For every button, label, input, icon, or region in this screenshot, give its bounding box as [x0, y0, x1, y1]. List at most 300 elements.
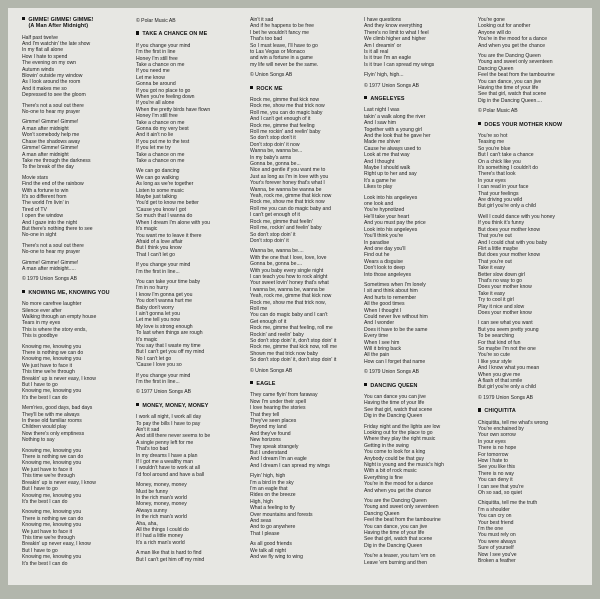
lyric-line: Take it easy: [478, 290, 505, 297]
lyric-line: And I dream I'm an eagle: [250, 456, 307, 463]
song-title: [22, 17, 125, 30]
lyric-line: Mem'ries, good days, bad days: [22, 405, 93, 412]
lyric-line: Money, money, money: [136, 501, 187, 508]
lyric-line: Now I'm under their spell: [250, 398, 306, 405]
lyric-line: It's the best I can do: [22, 498, 68, 505]
lyric-line: In the rich man's world: [136, 495, 187, 502]
lyric-line: Look into his angeleyes: [364, 226, 418, 233]
lyric-line: Find out he: [364, 252, 390, 259]
lyric-line: You say that I waste my time: [136, 343, 201, 349]
lyric-line: You don't wanna hurt me: [136, 298, 193, 305]
lyric-line: to Las Vegas or Monaco: [250, 49, 305, 56]
stanza: [478, 500, 581, 564]
lyric-line: They'll be with me always: [22, 411, 80, 418]
lyric-line: You come to look for a king: [364, 449, 426, 456]
stanza: [364, 17, 467, 68]
lyric-line: Blowin' outside my window: [22, 73, 83, 80]
stanza: [22, 509, 125, 567]
lyric-line: There's no limit to what I feel: [364, 29, 429, 36]
lyric-line: As long as we're together: [136, 181, 194, 188]
lyric-line: I work all night, I work all day: [136, 414, 202, 421]
lyric-line: A man after midnight.....: [22, 266, 76, 273]
lyric-line: I know I'm gonna get you: [136, 291, 193, 298]
lyric-line: There is no hope: [478, 445, 517, 452]
lyric-line: So don't stop don't it: [250, 135, 296, 142]
lyric-line: Rock me, gimme that kick now: [250, 96, 320, 103]
lyric-line: Take it easy: [478, 265, 505, 272]
lyric-line: Rock me, gimme that feeling, roll me: [250, 325, 333, 332]
lyric-line: When you're feeling down: [136, 93, 195, 100]
lyric-line: Cause he always used to: [364, 145, 421, 152]
lyric-line: my life will never be the same.: [250, 61, 319, 68]
lyric-line: Will it bring back: [364, 346, 402, 352]
stanza: [250, 392, 353, 469]
lyric-line: Chiquitita, tell me the truth: [478, 500, 538, 507]
lyric-line: I can see that you're: [478, 483, 524, 490]
lyric-line: Look into his angeleyes: [364, 194, 418, 201]
lyric-line: And to go anywhere: [250, 524, 296, 531]
lyric-line: To pay the bills I have to pay: [136, 420, 201, 427]
lyric-line: I love hearing the stories: [250, 405, 306, 412]
lyric-line: We can go walking: [136, 174, 179, 181]
lyric-line: But there's nothing there to see: [22, 225, 93, 232]
lyric-line: And still there never seems to be: [136, 433, 211, 440]
stanza: [478, 320, 581, 390]
song-title-line: [478, 122, 581, 128]
lyric-line: Every time: [364, 333, 389, 340]
song-title-text: ANGELEYES: [370, 96, 405, 103]
bullet-square-icon: [250, 381, 253, 384]
lyric-line: Autumn winds: [22, 66, 54, 73]
lyric-line: Roll me rockin' and reelin' baby: [250, 129, 321, 135]
song-title-line: [250, 381, 353, 387]
lyric-line: How I hate to spend: [22, 53, 68, 60]
copyright-line: © 1979 Union Songs AB: [22, 276, 78, 283]
lyric-line: For tomorrow: [478, 451, 509, 458]
lyric-line: A man like that is hard to find: [136, 550, 202, 557]
lyric-line: I have questions: [364, 17, 402, 23]
lyric-line: Breakin' up is never easy, I know: [22, 375, 96, 382]
lyric-line: No I can't let go: [136, 355, 172, 362]
lyric-line: If you change your mind: [136, 262, 191, 269]
lyric-line: Look at me that way: [364, 152, 410, 159]
lyric-line: You can dance you can jive: [364, 393, 426, 400]
lyric-line: And when you get the chance: [364, 487, 432, 494]
song-title-text: TAKE A CHANCE ON ME: [142, 31, 208, 38]
lyric-line: If you're all alone: [136, 100, 175, 107]
stanza: [22, 175, 125, 239]
lyric-line: Play it nice and slow: [478, 303, 525, 310]
lyric-line: A flash of that smile: [478, 378, 523, 385]
lyric-line: No-one to hear my prayer: [22, 109, 81, 116]
lyric-line: If you put me to the test: [136, 138, 190, 145]
lyric-line: They speak strangely: [250, 443, 299, 450]
lyric-line: And I saw him: [364, 120, 396, 127]
lyric-line: Feel the beat from the tambourine: [478, 72, 555, 79]
lyric-line: A man after midnight: [22, 151, 69, 158]
lyric-line: To last when things are rough: [136, 330, 203, 337]
lyric-line: Tears in my eyes: [22, 320, 61, 327]
song-title-line: [250, 86, 353, 92]
lyric-line: Don't stop doin' it now: [250, 141, 300, 148]
lyric-line: Dig in the Dancing Queen: [364, 413, 423, 420]
lyric-line: Take a chance on me: [136, 119, 185, 126]
bullet-square-icon: [478, 122, 481, 125]
lyric-line: See that girl, watch that scene: [478, 91, 547, 98]
lyric-line: How can I forget that name: [364, 358, 426, 365]
lyric-line: Gonna do my very best: [136, 126, 189, 132]
lyric-line: Knowing me, knowing you: [22, 343, 82, 350]
lyric-line: Flyin' high, high: [250, 473, 286, 480]
lyric-line: Half past twelve: [22, 34, 58, 41]
song-title-text: EAGLE: [256, 381, 276, 388]
lyric-line: Roll me, rockin' and feelin' baby: [250, 225, 322, 232]
lyric-line: High, high: [250, 498, 273, 505]
stanza: [22, 243, 125, 256]
lyric-line: I can read in your face: [478, 184, 529, 191]
lyric-line: With the one that I love, love, love: [250, 254, 327, 261]
lyric-line: Take me through the darkness: [22, 157, 91, 164]
stanza: [136, 414, 239, 478]
lyric-line: My love is strong enough: [136, 323, 193, 330]
lyric-line: But I can't get him off my mind: [136, 556, 205, 563]
lyric-line: So don't stop doin' it, don't stop doin' it: [250, 357, 337, 364]
lyric-line: Having the time of your life: [364, 530, 425, 537]
lyric-line: Getting in the swing: [364, 442, 409, 449]
lyric-line: Dancing Queen: [364, 510, 400, 517]
lyric-line: You must rely on: [478, 532, 516, 539]
song-title-line: [22, 290, 125, 296]
lyric-line: When the pretty birds have flown: [136, 106, 211, 113]
lyric-line: And they've found: [250, 430, 291, 437]
lyric-line: Young and sweet only seventeen: [364, 504, 439, 511]
stanza: [22, 119, 125, 170]
lyric-line: Afraid of a love affair: [136, 238, 183, 245]
lyric-line: Flirt a little maybe: [478, 245, 518, 252]
song-title: [478, 122, 581, 128]
lyric-line: 'Cause I love you so: [136, 362, 182, 369]
lyric-line: Now there's only emptiness: [22, 430, 85, 437]
lyric-line: There's not a soul out there: [22, 102, 84, 109]
lyric-line: With a bit of rock music: [364, 468, 417, 475]
stanza: [136, 482, 239, 546]
lyric-line: When you give me: [478, 371, 521, 378]
lyric-line: You are the Dancing Queen: [364, 498, 427, 505]
lyric-line: I'm the first in line...: [136, 268, 180, 275]
lyric-line: You can dance, you can jive: [364, 523, 428, 530]
lyric-line: Anybody could be that guy: [364, 455, 425, 462]
lyric-line: Feel the beat from the tambourine: [364, 517, 441, 524]
lyric-line: And it ain't no lie: [136, 132, 174, 139]
lyric-line: Rock me, show me that trick now,: [250, 299, 326, 306]
stanza: [136, 262, 239, 275]
lyric-line: Let me tell you now: [136, 317, 180, 324]
lyric-line: You're in the mood for a dance: [364, 481, 434, 488]
stanza: [250, 97, 353, 244]
lyric-line: Oh so sad, so quiet: [478, 490, 522, 497]
lyric-line: We climb higher and higher: [364, 36, 426, 43]
lyric-line: Gonna be around: [136, 81, 176, 88]
lyric-line: Rock me, show me that trick now: [250, 103, 325, 110]
lyric-line: That you're out: [478, 233, 512, 240]
lyric-line: The evening on my own: [22, 60, 77, 67]
lyric-line: If I had a little money: [136, 533, 184, 540]
lyric-line: He'll take your heart: [364, 213, 410, 220]
lyric-line: You're in the mood for a dance: [478, 36, 548, 43]
lyric-line: But girl you're only a child: [478, 384, 536, 391]
lyric-line: We just have to face it: [22, 466, 73, 473]
copyright-line: © Polar Music AB: [478, 108, 518, 115]
lyric-line: See that girl, watch that scene: [364, 536, 433, 543]
lyric-line: Ain't it sad: [250, 17, 274, 23]
lyric-line: Flyin' high, high...: [364, 72, 404, 79]
lyric-line: Knowing me, knowing you: [22, 554, 82, 561]
stanza: [478, 420, 581, 497]
lyric-line: So don't stop doin' it: [250, 231, 296, 238]
lyric-line: Into those angeleyes: [364, 271, 412, 278]
lyric-line: Broken a feather: [478, 558, 516, 565]
song-title: [136, 31, 239, 37]
lyric-line: All the good times: [364, 301, 405, 308]
lyric-line: Rock me, show me that trick now: [250, 199, 325, 206]
lyric-line: A single penny left for me: [136, 439, 194, 446]
stanza: [22, 405, 125, 443]
lyric-line: But I can't take a chance: [478, 152, 534, 159]
lyric-line: Dig in the Dancing Queen....: [478, 97, 542, 104]
lyric-line: Your own sorrow: [478, 432, 516, 439]
stanza: [364, 394, 467, 420]
stanza: [22, 301, 125, 339]
lyric-line: In paradise: [364, 239, 390, 246]
lyric-line: Does your mother know: [478, 309, 532, 316]
lyric-line: I'm in no hurry: [136, 285, 169, 292]
lyric-line: It's the best I can do: [22, 394, 68, 401]
lyric-line: Won't somebody help me: [22, 132, 80, 139]
lyric-line: Children would play: [22, 424, 67, 431]
lyric-line: And the look that he gave her: [364, 133, 431, 139]
lyric-line: I'd fool around and have a ball: [136, 471, 205, 478]
song-title-line: [478, 408, 581, 414]
lyrics-page: [8, 8, 592, 585]
lyric-line: Knowing me, knowing you: [22, 522, 82, 529]
lyric-line: How I hate to: [478, 458, 509, 464]
lyric-line: Made me shiver: [364, 139, 401, 146]
lyric-line: Sometimes when I'm lonely: [364, 281, 426, 288]
stanza: [364, 282, 467, 365]
lyric-line: There is nothing we can do: [22, 515, 84, 522]
lyric-line: And I could chat with you baby: [478, 239, 548, 246]
lyric-line: With a fortune to win: [22, 187, 69, 194]
lyric-line: I like your style: [478, 358, 512, 365]
lyric-line: And when you get the chance: [478, 42, 546, 49]
lyric-line: There's that look: [478, 171, 516, 178]
lyric-line: And if he happens to be free: [250, 23, 315, 30]
lyric-line: I'm the first in line: [136, 49, 176, 56]
lyric-line: Find the end of the rainbow: [22, 181, 84, 188]
lyric-line: Well I could dance with you honey: [478, 213, 555, 220]
lyrics-column-4: [364, 17, 467, 571]
lyric-line: Is it true I'm an eagle: [364, 55, 412, 62]
lyric-line: No more carefree laughter: [22, 301, 82, 308]
lyric-line: Rides on the breeze: [250, 492, 296, 499]
lyric-line: Friday night and the lights are low: [364, 423, 441, 430]
lyric-line: If you got no place to go: [136, 87, 191, 94]
stanza: [364, 498, 467, 549]
lyric-line: Money, money, money: [136, 482, 187, 489]
lyric-line: We just have to face it: [22, 362, 73, 369]
lyric-line: You are the Dancing Queen: [478, 53, 541, 60]
lyric-line: You can do magic baby and I can't: [250, 312, 328, 319]
lyric-line: When I thought I: [364, 307, 402, 314]
lyric-line: Teasing me: [478, 139, 505, 146]
stanza: [136, 550, 239, 563]
lyric-line: This time we're through: [22, 534, 75, 541]
lyric-line: You can cry on: [478, 513, 512, 520]
lyric-line: Gimme! Gimme! Gimme!: [22, 145, 79, 152]
lyric-line: Over mountains and forests: [250, 511, 313, 518]
lyric-line: Knowing me, knowing you: [22, 492, 82, 499]
lyric-line: Together with a young girl: [364, 126, 423, 133]
lyric-line: Tired of TV: [22, 206, 47, 213]
lyric-line: In my dreams I have a plan: [136, 452, 198, 459]
lyric-line: Honey I'm still free: [136, 113, 178, 120]
lyric-line: It's a game he: [364, 177, 396, 184]
lyric-line: You want me to leave it there: [136, 232, 202, 239]
lyric-line: And I dream I can spread my wings: [250, 462, 330, 469]
lyric-line: Take a chance on me: [136, 151, 185, 158]
song-title-text: (A Man After Midnight): [28, 23, 89, 30]
lyric-line: And hurts to remember: [364, 294, 417, 301]
lyric-line: I wanna be, wanna be, wanna be: [250, 286, 325, 293]
lyric-line: Walking through an empty house: [22, 313, 97, 320]
lyric-line: I'm the one: [478, 526, 504, 533]
lyric-line: Try to cool it girl: [478, 297, 514, 304]
copyright-line: © 1979 Union Songs AB: [478, 394, 534, 401]
lyric-line: Gonna be, gonna be...: [250, 161, 301, 168]
stanza: [478, 17, 581, 49]
lyric-line: Knowing me, knowing you: [22, 388, 82, 395]
lyric-line: To the break of the day: [22, 164, 74, 171]
lyric-line: In your eyes: [478, 177, 506, 184]
stanza: [136, 168, 239, 258]
stanza: [22, 103, 125, 116]
lyric-line: If you let me try: [136, 145, 171, 152]
lyric-line: Now I see you've: [478, 551, 517, 558]
lyric-line: So you're blue: [478, 145, 511, 152]
lyric-line: Rock me, gimme that feelin': [250, 218, 313, 225]
stanza: [250, 541, 353, 560]
lyric-line: Am I dreamin' or: [364, 42, 402, 49]
lyrics-column-3: [250, 17, 353, 571]
lyric-line: But does your mother know: [478, 252, 541, 259]
lyric-line: All the pain: [364, 352, 390, 359]
lyric-line: Gimme! Gimme! Gimme!: [22, 259, 79, 266]
lyric-line: one look and: [364, 201, 394, 208]
lyric-line: That's too bad: [136, 446, 169, 453]
bullet-square-icon: [136, 31, 139, 34]
lyric-line: You were always: [478, 538, 517, 545]
lyric-line: In your eyes: [478, 438, 506, 445]
lyric-line: Chiquitita, tell me what's wrong: [478, 419, 549, 426]
lyric-line: Your best friend: [478, 519, 514, 526]
lyric-line: 'Cause you know I got: [136, 206, 186, 213]
lyric-line: If you change your mind: [136, 42, 191, 49]
lyric-line: Take a chance on me: [136, 61, 185, 68]
lyric-line: Wanna, be wanna be wanna be: [250, 186, 322, 193]
stanza: [136, 373, 239, 386]
lyric-line: Let me know: [136, 74, 165, 81]
copyright-line: © Union Songs AB: [250, 72, 293, 79]
bullet-square-icon: [22, 17, 25, 20]
lyric-line: Knowing me, knowing you: [22, 460, 82, 467]
lyric-line: Roll me you can do magic baby and: [250, 205, 331, 212]
lyric-line: It's a rich man's world: [136, 539, 185, 546]
lyric-line: Don't stop doin' it: [250, 237, 289, 244]
song-title: [364, 96, 467, 102]
copyright-line: © 1977 Union Songs AB: [136, 389, 192, 396]
lyric-line: Looking out for another: [478, 23, 531, 30]
lyric-line: Chase the shadows away: [22, 138, 81, 145]
lyric-line: And I gaze into the night: [22, 219, 77, 226]
lyric-line: Rockin' and reelin' baby: [250, 331, 304, 338]
lyric-line: In my baby's arms: [250, 154, 292, 161]
lyric-line: You're a teaser, you turn 'em on: [364, 553, 436, 560]
lyric-line: It's the best I can do: [22, 560, 68, 567]
lyric-line: So don't stop doin' it, don't stop doin' it: [250, 338, 337, 344]
lyric-line: But I understand: [250, 450, 288, 456]
lyric-line: I sit and think about him: [364, 288, 418, 295]
lyric-line: Breakin' up is never easy, I know: [22, 479, 96, 486]
stanza: [478, 214, 581, 317]
song-title-text: KNOWING ME, KNOWING YOU: [28, 289, 110, 296]
lyric-line: You can dance, you can jive: [478, 78, 542, 85]
lyric-line: In the rich man's world: [136, 514, 187, 521]
bullet-square-icon: [364, 96, 367, 99]
lyric-line: No-one in sight: [22, 232, 57, 239]
lyric-line: As I look around the room: [22, 79, 81, 86]
lyric-line: To be searching: [478, 333, 514, 340]
lyric-line: I can't get enough of it: [250, 212, 300, 219]
lyric-line: But does your mother know: [478, 226, 541, 233]
lyric-line: With you baby every single night: [250, 267, 324, 274]
lyric-line: Everything is fine: [364, 474, 403, 481]
lyric-line: and win a fortune in a game: [250, 55, 313, 62]
lyric-line: Are driving you wild: [478, 197, 523, 204]
lyric-line: We talk all night: [250, 547, 286, 554]
song-subtitle: [22, 23, 125, 29]
lyric-line: Aha, aha,: [136, 520, 158, 527]
lyric-line: This time we're through: [22, 369, 75, 376]
lyric-line: You're gone: [478, 17, 505, 23]
stanza: [364, 553, 467, 566]
lyric-line: Honey I'm still free: [136, 55, 178, 62]
lyric-line: You can take your time baby: [136, 278, 201, 285]
lyric-line: And seas: [250, 518, 272, 525]
lyric-line: This time we're through: [22, 473, 75, 480]
lyric-line: But girl you're only a child: [478, 203, 536, 210]
song-title-line: [364, 96, 467, 102]
lyric-line: Maybe just talking: [136, 194, 177, 201]
stanza: [22, 344, 125, 402]
lyric-line: That's no way to go: [478, 277, 523, 284]
lyric-line: I'm a shoulder: [478, 506, 510, 513]
lyric-line: Having the time of your life: [478, 85, 539, 92]
lyric-line: Does your mother know: [478, 284, 532, 291]
lyric-line: But I have to go: [22, 486, 58, 493]
bullet-square-icon: [364, 383, 367, 386]
lyric-line: And I wonder: [364, 320, 395, 327]
lyric-line: Anyone will do: [478, 29, 511, 36]
